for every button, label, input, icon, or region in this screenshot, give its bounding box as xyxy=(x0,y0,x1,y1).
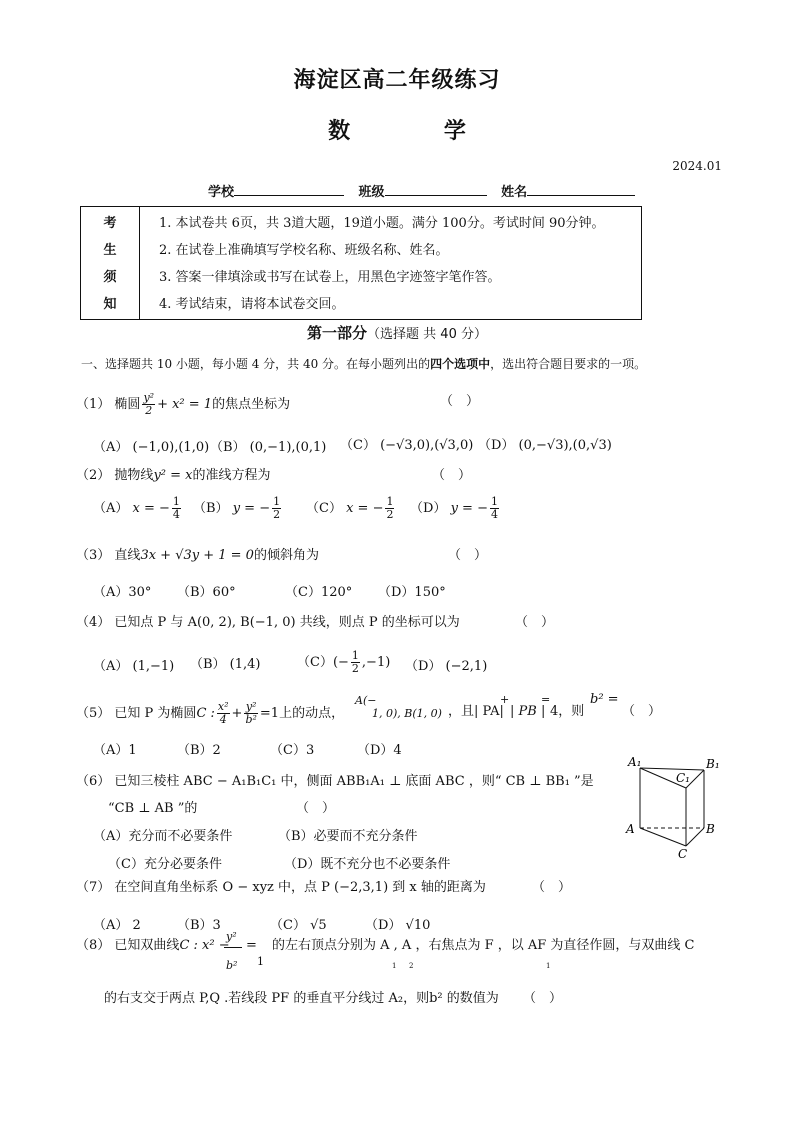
option-b[interactable] xyxy=(193,496,283,521)
prism-figure xyxy=(622,752,726,862)
answer-paren[interactable]: （ ） xyxy=(440,394,480,409)
prism-edge xyxy=(686,828,704,846)
option-label: （A） xyxy=(93,501,129,516)
math-expression: + x² = 1 xyxy=(157,397,213,412)
class-label: 班级 xyxy=(358,185,385,200)
math-expression: 1 xyxy=(257,955,264,968)
vertex-label: B₁ xyxy=(706,757,720,771)
option-c[interactable]: （C） √5 xyxy=(270,918,327,933)
math-expression: = xyxy=(246,938,257,953)
fraction-numerator: y² xyxy=(245,700,257,713)
fraction-numerator: 1 xyxy=(172,495,180,508)
option-label: （C） xyxy=(306,501,342,516)
option-a[interactable]: （A） 2 xyxy=(93,918,141,933)
question-text: 抛物线 xyxy=(114,468,154,483)
question-6 xyxy=(76,774,594,790)
fraction-numerator: 1 xyxy=(490,495,498,508)
school-label: 学校 xyxy=(208,185,235,200)
notice-side-char: 须 xyxy=(103,270,117,285)
question-text: 已知点 P 与 A(0, 2), B(−1, 0) 共线，则点 P 的坐标可以为 xyxy=(114,615,460,630)
notice-side-header xyxy=(81,207,140,319)
math-expression: x = − xyxy=(346,501,384,516)
math-expression: + xyxy=(500,693,510,706)
section-instruction xyxy=(81,356,646,372)
notice-item: 1. 本试卷共 6页，共 3道大题，19道小题。满分 100分。考试时间 90分钟。 xyxy=(159,216,605,231)
fraction xyxy=(244,701,257,726)
prism-edge xyxy=(640,768,704,770)
option-a[interactable]: （A） (−1,0),(1,0) xyxy=(93,440,210,455)
question-5 xyxy=(76,701,344,726)
fraction-numerator: 1 xyxy=(273,495,281,508)
question-text: 已知三棱柱 ABC − A₁B₁C₁ 中，侧面 ABB₁A₁ ⊥ 底面 ABC ，则“ CB ⊥ BB₁ ”是 xyxy=(114,774,594,789)
prism-edge xyxy=(640,828,686,846)
fraction-numerator: x² xyxy=(217,700,229,713)
option-label: （D） xyxy=(410,501,447,516)
question-text: 的右支交于两点 P,Q .若线段 PF 的垂直平分线过 A₂，则b² 的数值为 xyxy=(104,991,499,1006)
fraction-denominator: 2 xyxy=(145,404,153,417)
answer-paren[interactable]: （ ） xyxy=(448,548,488,563)
part-title-note: （选择题 共 40 分） xyxy=(367,327,487,342)
option-c[interactable]: （C） (−√3,0),(√3,0) xyxy=(340,438,474,453)
option-a[interactable] xyxy=(93,496,183,521)
question-1 xyxy=(76,392,290,417)
question-7 xyxy=(76,880,486,896)
fraction xyxy=(142,392,155,417)
option-d[interactable]: （D） (0,−√3),(0,√3) xyxy=(478,438,612,453)
option-a[interactable]: （A） (1,−1) xyxy=(93,659,175,674)
math-expression: x = − xyxy=(132,501,170,516)
notice-box xyxy=(80,206,642,320)
question-text: 上的动点， xyxy=(279,706,345,721)
question-text: 的准线方程为 xyxy=(192,468,271,483)
notice-item: 3. 答案一律填涂或书写在试卷上，用黑色字迹签字笔作答。 xyxy=(159,270,501,285)
option-c[interactable] xyxy=(297,650,390,675)
option-d[interactable]: （D）既不充分也不必要条件 xyxy=(284,857,451,872)
question-2 xyxy=(76,468,271,484)
math-expression: + xyxy=(231,706,243,721)
answer-paren[interactable]: （ ） xyxy=(432,468,472,483)
question-8 xyxy=(76,938,230,954)
question-text: 直线 xyxy=(114,548,141,563)
math-expression: 1, 0), B(1, 0) xyxy=(372,707,442,720)
notice-side-char: 知 xyxy=(103,297,117,312)
question-text: 在空间直角坐标系 O − xyz 中，点 P (−2,3,1) 到 x 轴的距离为 xyxy=(114,880,486,895)
fraction-numerator: y² xyxy=(226,930,237,943)
option-a[interactable]: （A）充分而不必要条件 xyxy=(93,829,233,844)
fraction xyxy=(490,496,499,521)
option-b[interactable]: （B） (0,−1),(0,1) xyxy=(210,440,327,455)
option-d[interactable]: （D）4 xyxy=(357,743,402,758)
subscript: 1 xyxy=(392,962,397,970)
fraction-numerator: 1 xyxy=(386,495,394,508)
option-d[interactable]: （D）150° xyxy=(378,585,446,600)
math-expression: y² = x xyxy=(153,468,193,483)
fraction-denominator: 2 xyxy=(386,508,394,521)
question-text: 已知 P 为椭圆 xyxy=(114,706,197,721)
exam-date: 2024.01 xyxy=(672,159,722,173)
question-3 xyxy=(76,548,319,564)
option-b[interactable]: （B）必要而不充分条件 xyxy=(278,829,418,844)
part-title-text: 第一部分 xyxy=(307,324,368,342)
instruction-text: ，选出符合题目要求的一项。 xyxy=(490,357,647,371)
info-line xyxy=(208,181,645,201)
name-field[interactable] xyxy=(527,181,635,196)
question-text: 已知双曲线 xyxy=(114,938,180,953)
fraction-denominator: 4 xyxy=(219,713,227,726)
math-expression: 3x + √3y + 1 = 0 xyxy=(140,548,254,563)
notice-side-char: 生 xyxy=(103,243,117,258)
answer-paren[interactable]: （ ） xyxy=(622,704,662,719)
fraction xyxy=(272,496,281,521)
option-b[interactable]: （B）2 xyxy=(177,743,221,758)
vertex-label: C₁ xyxy=(676,771,690,785)
subject-title: 数 学 xyxy=(328,119,466,144)
question-text: 4，则 xyxy=(550,704,585,719)
fraction xyxy=(351,650,360,675)
option-d[interactable]: （D） √10 xyxy=(365,918,431,933)
notice-item: 4. 考试结束，请将本试卷交回。 xyxy=(159,297,345,312)
math-expression: (− xyxy=(332,655,349,670)
fraction-denominator: 4 xyxy=(490,508,498,521)
math-expression: y = − xyxy=(232,501,271,516)
option-c[interactable] xyxy=(306,496,396,521)
math-expression: C : xyxy=(196,706,215,721)
math-expression: | PB | xyxy=(510,704,546,719)
option-a[interactable]: （A）1 xyxy=(93,743,137,758)
question-number: （7） xyxy=(76,880,111,895)
option-c[interactable]: （C）120° xyxy=(285,585,353,600)
instruction-emphasis: 四个选项中 xyxy=(430,357,491,371)
option-c[interactable]: （C）3 xyxy=(270,743,315,758)
fraction-denominator: 2 xyxy=(273,508,281,521)
option-a[interactable]: （A）30° xyxy=(93,585,152,600)
option-b[interactable]: （B） (1,4) xyxy=(190,657,261,672)
notice-side-char: 考 xyxy=(103,216,117,231)
math-expression: = xyxy=(541,693,551,706)
math-expression: ,−1) xyxy=(361,655,391,670)
paper-title: 海淀区高二年级练习 xyxy=(293,68,501,93)
answer-paren[interactable]: （ ） xyxy=(515,615,555,630)
fraction xyxy=(172,496,181,521)
fraction-numerator: 1 xyxy=(351,649,359,662)
class-field[interactable] xyxy=(385,181,487,196)
question-number: （1） xyxy=(76,397,111,412)
option-label: （B） xyxy=(193,501,229,516)
subscript: 1 xyxy=(546,962,551,970)
option-d[interactable] xyxy=(410,496,501,521)
question-text: 的倾斜角为 xyxy=(253,548,319,563)
option-b[interactable]: （B）60° xyxy=(177,585,236,600)
option-d[interactable]: （D） (−2,1) xyxy=(405,659,488,674)
math-expression: y = − xyxy=(450,501,488,516)
question-number: （8） xyxy=(76,938,111,953)
question-text: 椭圆 xyxy=(114,397,141,412)
question-text: ，且| PA| xyxy=(448,704,504,719)
question-4 xyxy=(76,615,460,631)
fraction-denominator: 4 xyxy=(172,508,180,521)
answer-paren[interactable]: （ ） xyxy=(532,880,572,895)
fraction xyxy=(217,701,230,726)
option-c[interactable]: （C）充分必要条件 xyxy=(108,857,222,872)
part-title xyxy=(0,322,794,343)
question-number: （6） xyxy=(76,774,111,789)
fraction xyxy=(385,496,394,521)
vertex-label: A₁ xyxy=(628,755,642,769)
math-expression: =1 xyxy=(259,706,280,721)
instruction-text: 一、选择题共 10 小题，每小题 4 分，共 40 分。在每小题列出的 xyxy=(81,357,431,371)
question-number: （2） xyxy=(76,468,111,483)
question-text: 的左右顶点分别为 A , A ，右焦点为 F ，以 AF 为直径作圆，与双曲线 C xyxy=(272,938,695,953)
fraction-bar xyxy=(224,947,242,948)
math-expression: b² = xyxy=(590,692,619,707)
question-text: “CB ⊥ AB ”的 xyxy=(108,801,198,816)
school-field[interactable] xyxy=(234,181,344,196)
answer-paren[interactable]: （ ） xyxy=(296,801,336,816)
question-number: （4） xyxy=(76,615,111,630)
question-number: （5） xyxy=(76,706,111,721)
fraction-denominator: 2 xyxy=(351,662,359,675)
notice-item: 2. 在试卷上准确填写学校名称、班级名称、姓名。 xyxy=(159,243,449,258)
vertex-label: B xyxy=(706,822,715,836)
question-number: （3） xyxy=(76,548,111,563)
fraction-denominator: b² xyxy=(245,713,257,726)
subscript: 2 xyxy=(409,962,414,970)
math-expression: A(− xyxy=(355,694,377,707)
answer-paren[interactable]: （ ） xyxy=(523,991,563,1006)
option-label: （C） xyxy=(297,655,333,670)
question-text: 的焦点坐标为 xyxy=(212,397,291,412)
name-label: 姓名 xyxy=(501,185,528,200)
fraction-denominator: b² xyxy=(226,959,238,972)
math-expression: C : x² − xyxy=(179,938,230,953)
option-b[interactable]: （B）3 xyxy=(177,918,221,933)
vertex-label: A xyxy=(626,822,635,836)
fraction-numerator: y² xyxy=(143,391,155,404)
vertex-label: C xyxy=(678,847,688,861)
